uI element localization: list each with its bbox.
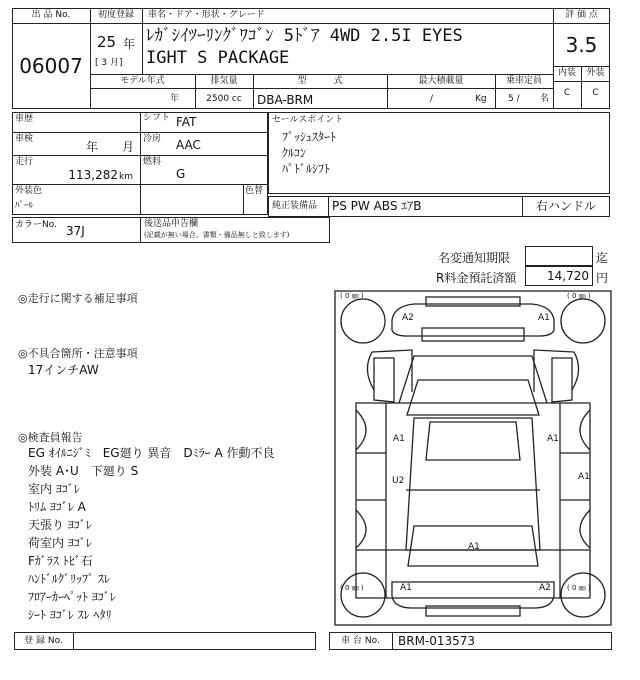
tire-tread-label: ( 0 ㎜ ) bbox=[340, 292, 364, 300]
tire-rear-left bbox=[341, 573, 385, 617]
color-change-label: 色替 bbox=[245, 186, 264, 196]
defects-text: 17インチAW bbox=[28, 363, 99, 377]
damage-mark: A1 bbox=[578, 472, 590, 482]
shift-value: FAT bbox=[176, 115, 197, 129]
damage-mark: A1 bbox=[547, 434, 559, 444]
sales-points-label: セールスポイント bbox=[272, 115, 344, 125]
first-reg-year-unit: 年 bbox=[123, 37, 136, 51]
driving-remarks-label: ◎走行に関する補足事項 bbox=[18, 292, 138, 305]
ac-value: AAC bbox=[176, 138, 201, 152]
cabin bbox=[406, 418, 540, 550]
capacity-unit: 名 bbox=[540, 94, 550, 104]
tire-tread-label: ( 0 ㎜ ) bbox=[567, 292, 591, 300]
car-name-line1: ﾚｶﾞｼｲﾂｰﾘﾝｸﾞﾜｺﾞﾝ 5ﾄﾞｱ 4WD 2.5I EYES bbox=[146, 26, 463, 46]
name-change-label: 名変通知期限 bbox=[438, 251, 511, 265]
damage-mark: A1 bbox=[400, 583, 412, 593]
damage-mark: A2 bbox=[539, 583, 551, 593]
first-reg-year: 25 bbox=[97, 33, 117, 51]
exterior-grade-label: 外装 bbox=[586, 68, 605, 78]
displacement-value: 2500 cc bbox=[206, 94, 242, 104]
inspector-line: 室内 ﾖｺﾞﾚ bbox=[28, 482, 80, 496]
inspector-line: 荷室内 ﾖｺﾞﾚ bbox=[28, 536, 92, 550]
mileage-value: 113,282 bbox=[68, 168, 118, 182]
car-name-label: 車名・ドア・形状・グレード bbox=[148, 10, 265, 20]
hood-side-left bbox=[374, 358, 394, 402]
inspection-month-unit: 月 bbox=[122, 140, 135, 154]
inspector-line: ﾊﾝﾄﾞﾙｸﾞﾘｯﾌﾟ ｽﾚ bbox=[28, 572, 110, 586]
model-code-label: 型 式 bbox=[297, 76, 343, 86]
inspector-line: ﾌﾛｱｰｶｰﾍﾟｯﾄ ﾖｺﾞﾚ bbox=[28, 590, 116, 604]
reg-no-label: 登 録 No. bbox=[24, 636, 63, 646]
handle-side: 右ハンドル bbox=[535, 199, 596, 213]
chassis-label: 車 台 No. bbox=[341, 636, 380, 646]
equipment-value: PS PW ABS ｴｱB bbox=[332, 199, 422, 213]
exterior-grade-value: C bbox=[592, 88, 599, 98]
shift-label: シフト bbox=[143, 113, 171, 123]
recycle-value: 14,720 bbox=[547, 269, 589, 283]
recycle-label: R料金預託済額 bbox=[436, 271, 517, 285]
hood-side-right bbox=[552, 358, 572, 402]
sales-point-item: ﾊﾟﾄﾞﾙｼﾌﾄ bbox=[282, 162, 331, 176]
damage-mark: A1 bbox=[538, 313, 550, 323]
interior-grade-label: 内装 bbox=[557, 68, 576, 78]
name-change-box bbox=[525, 246, 593, 266]
name-change-unit: 迄 bbox=[596, 251, 609, 265]
color-no-label: カラーNo. bbox=[15, 220, 57, 230]
model-year-unit: 年 bbox=[170, 94, 180, 104]
inspector-line: 天張り ﾖｺﾞﾚ bbox=[28, 518, 92, 532]
damage-mark: A1 bbox=[393, 434, 405, 444]
displacement-label: 排気量 bbox=[210, 76, 238, 86]
inspector-label: ◎検査員報告 bbox=[18, 431, 83, 444]
lot-label: 出 品 No. bbox=[31, 10, 71, 20]
car-damage-diagram bbox=[334, 290, 612, 626]
fuel-label: 燃料 bbox=[143, 157, 162, 167]
documents-label: 後送品申告欄 bbox=[144, 219, 199, 229]
inspector-line: ﾄﾘﾑ ﾖｺﾞﾚ A bbox=[28, 500, 86, 514]
tire-front-right bbox=[561, 299, 605, 343]
fuel-value: G bbox=[176, 167, 186, 181]
front-plate bbox=[422, 328, 524, 341]
inspector-line: EG ｵｲﾙﾆｼﾞﾐ EG廻り 異音 Dﾐﾗｰ A 作動不良 bbox=[28, 446, 275, 460]
inspector-line: 外装 A･U 下廻り S bbox=[28, 464, 139, 478]
damage-mark: A2 bbox=[402, 313, 414, 323]
history-label: 車歴 bbox=[15, 114, 34, 124]
interior-grade-value: C bbox=[563, 88, 571, 98]
damage-mark: A1 bbox=[468, 542, 480, 552]
color-no-value: 37J bbox=[66, 224, 85, 238]
tire-front-left bbox=[341, 299, 385, 343]
tire-tread-label: ( 0 ㎜ ) bbox=[340, 584, 364, 592]
first-reg-label: 初度登録 bbox=[97, 10, 134, 20]
chassis-value: BRM-013573 bbox=[398, 634, 476, 648]
car-name-line2: IGHT S PACKAGE bbox=[146, 48, 290, 68]
rear-bumper bbox=[392, 582, 554, 608]
recycle-unit: 円 bbox=[596, 271, 609, 285]
sales-point-item: ﾌﾟｯｼｭｽﾀｰﾄ bbox=[282, 130, 337, 144]
inspection-year-unit: 年 bbox=[86, 140, 99, 154]
inspector-line: ｼｰﾄ ﾖｺﾞﾚ ｽﾚ ﾍﾀﾘ bbox=[28, 608, 112, 622]
mileage-unit: km bbox=[119, 172, 133, 182]
mileage-label: 走行 bbox=[15, 157, 34, 167]
cabin-inner bbox=[426, 422, 520, 460]
documents-note: (記載が無い場合、書類・備品無しと致します) bbox=[144, 231, 290, 239]
tire-rear-right bbox=[561, 573, 605, 617]
model-year-label: モデル年式 bbox=[120, 76, 165, 86]
inspector-line: Fｶﾞﾗｽ ﾄﾋﾞ石 bbox=[28, 554, 93, 568]
capacity-value: 5 / bbox=[508, 94, 520, 104]
sales-point-item: ｸﾙｺﾝ bbox=[282, 146, 307, 160]
first-reg-month: [ 3 月] bbox=[95, 58, 123, 68]
front-bumper bbox=[392, 304, 554, 336]
color-value: ﾊﾟｰﾙ bbox=[15, 201, 34, 211]
tire-tread-label: ( 0 ㎜ ) bbox=[567, 584, 591, 592]
body-outline bbox=[356, 403, 590, 598]
model-code-value: DBA-BRM bbox=[257, 93, 314, 107]
max-load-label: 最大積載量 bbox=[418, 76, 464, 86]
max-load-unit: Kg bbox=[475, 94, 487, 104]
score-value: 3.5 bbox=[565, 33, 598, 57]
score-label: 評 価 点 bbox=[565, 10, 598, 20]
windshield bbox=[407, 380, 539, 415]
capacity-label: 乗車定員 bbox=[505, 76, 542, 86]
ac-label: 冷房 bbox=[143, 134, 162, 144]
max-load-value: / bbox=[430, 94, 434, 104]
lot-number: 06007 bbox=[19, 54, 83, 78]
equipment-label: 純正装備品 bbox=[272, 201, 318, 211]
defects-label: ◎不具合箇所・注意事項 bbox=[18, 347, 138, 360]
color-label: 外装色 bbox=[15, 186, 43, 196]
inspection-label: 車検 bbox=[15, 134, 34, 144]
damage-mark: U2 bbox=[392, 476, 405, 486]
